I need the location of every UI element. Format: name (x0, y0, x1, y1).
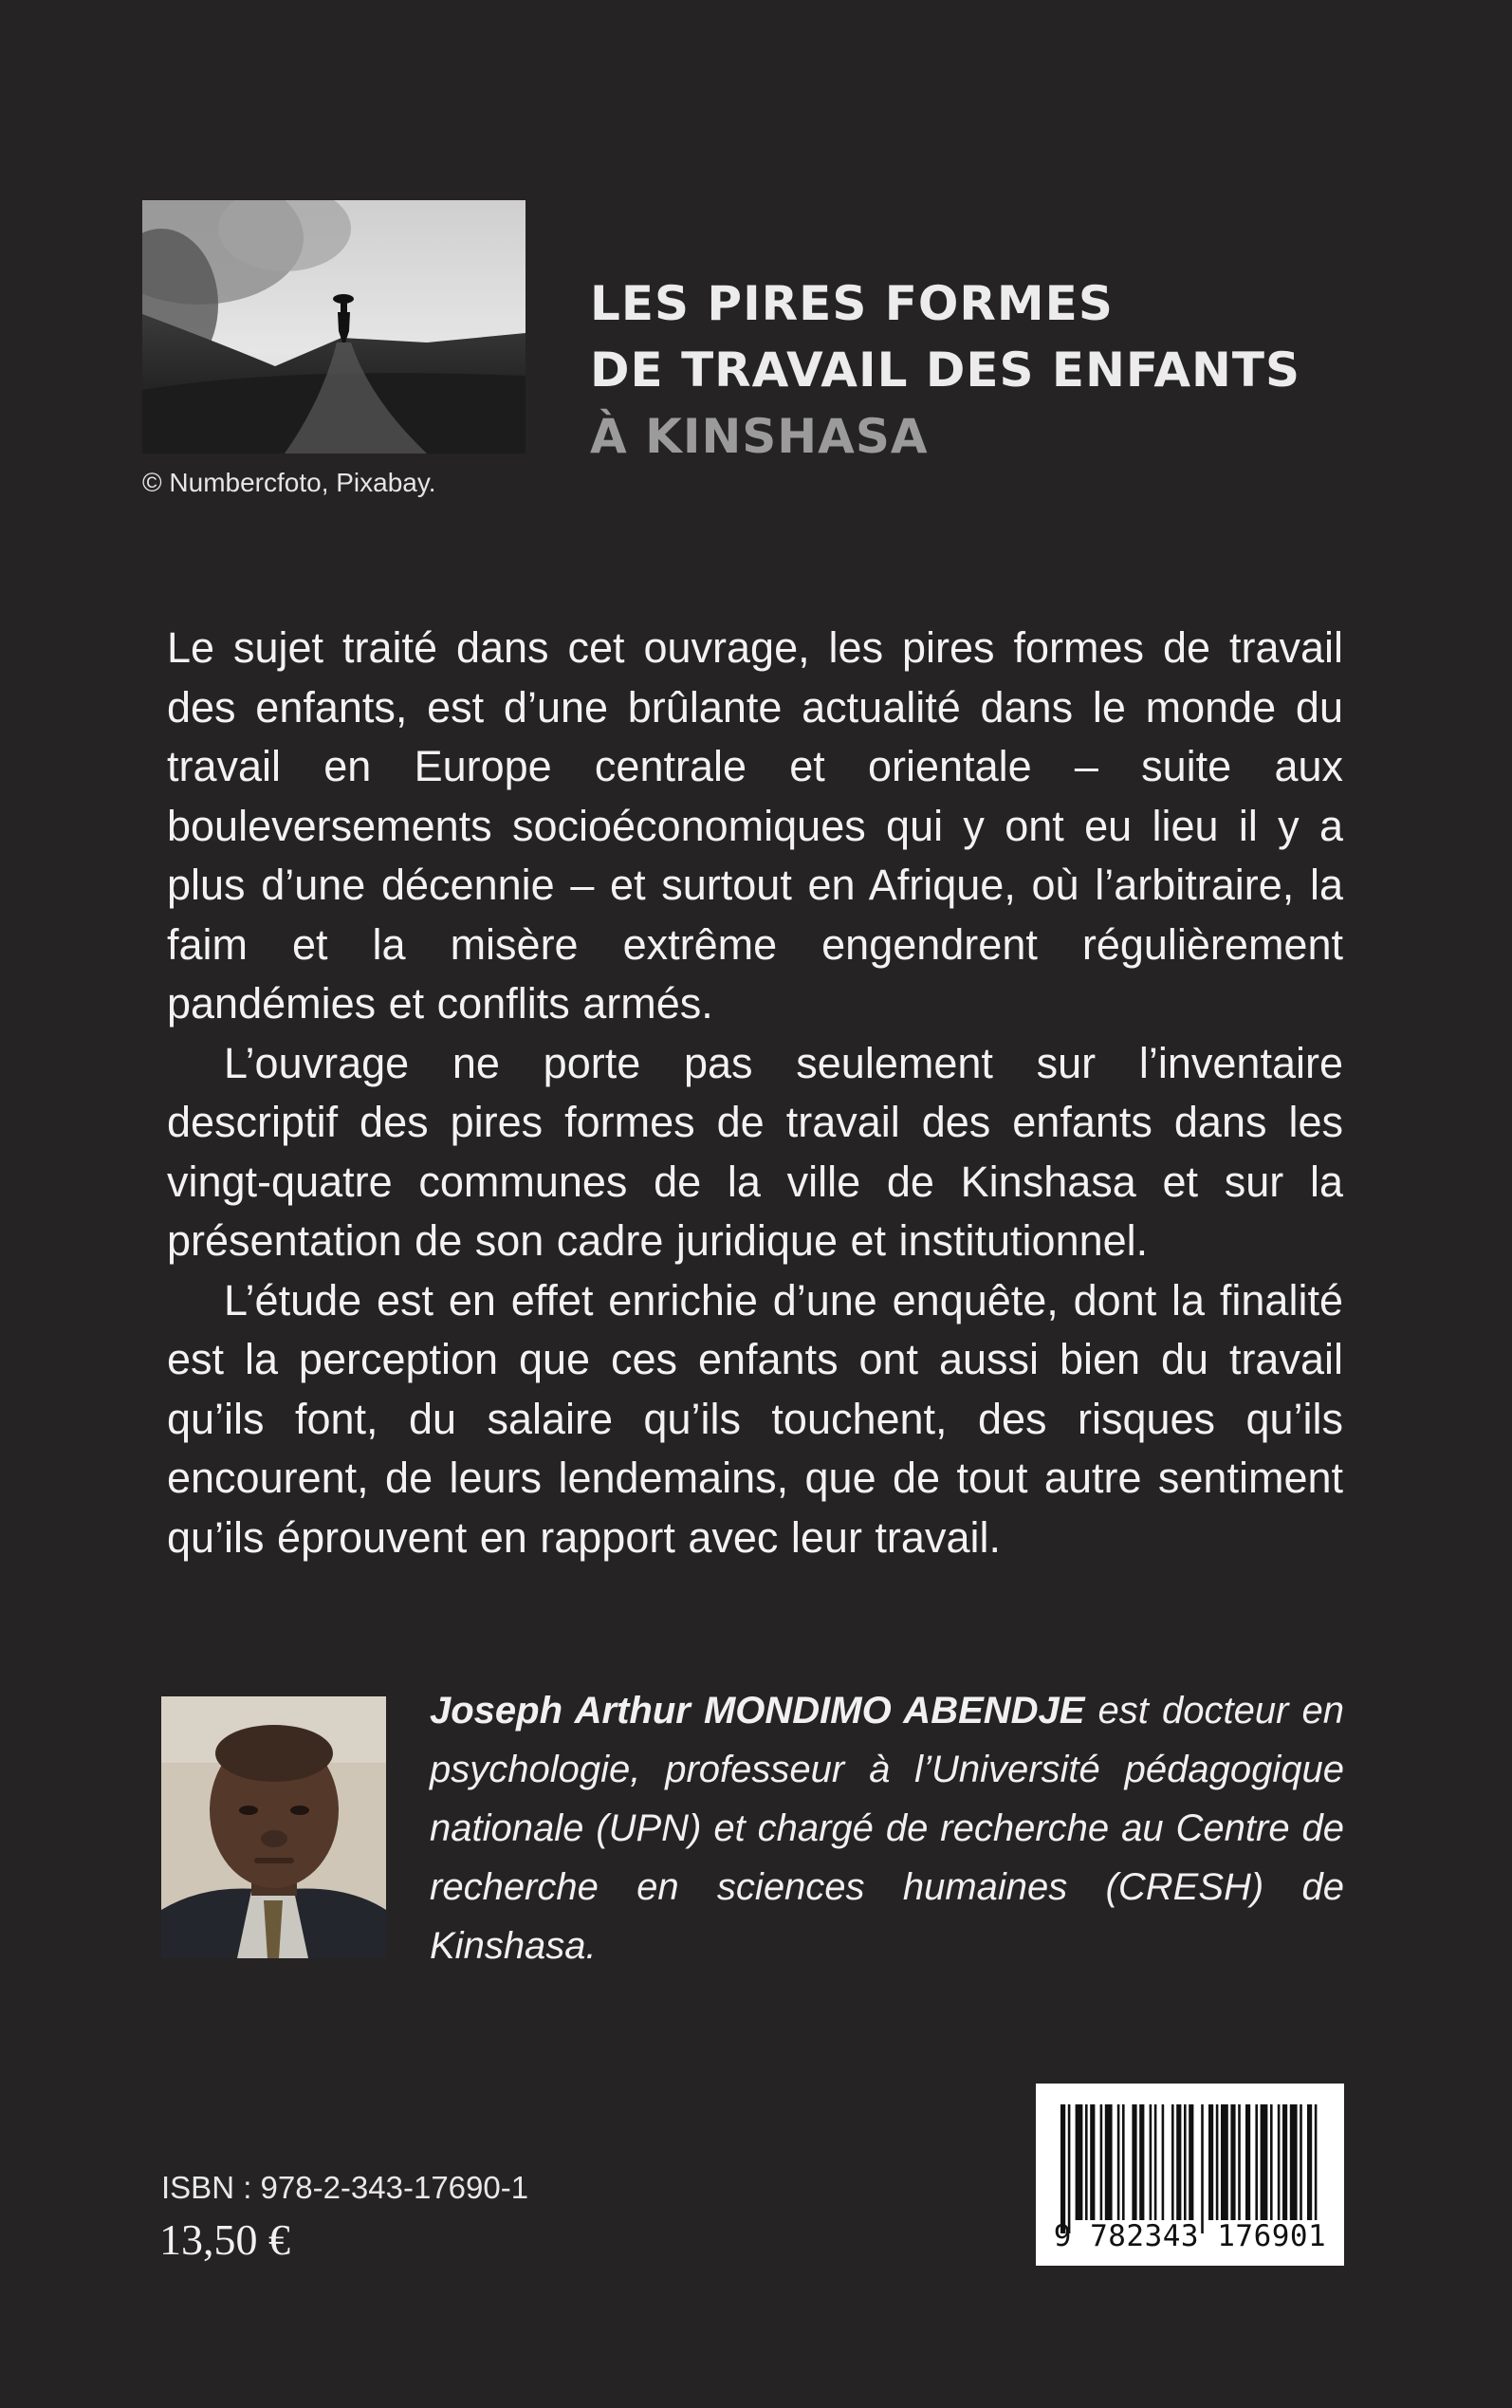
barcode-bar (1201, 2104, 1204, 2233)
summary-paragraph-1: Le sujet traité dans cet ouvrage, les pires formes de travail des enfants, est d’une brûlante actualité dans le monde du travail en Europe centrale et orientale – suite aux bouleversements socioéconomiques qui y ont eu lieu il y a plus d’une décennie – et surtout en Afrique, où l’arbitraire, la faim et la misère extrême engendrent régulièrement pandémies et conflits armés. (167, 623, 1343, 1028)
barcode-bar (1122, 2104, 1125, 2220)
isbn: ISBN : 978-2-343-17690-1 (161, 2170, 529, 2205)
barcode-bar (1171, 2104, 1174, 2220)
barcode-bar (1270, 2104, 1273, 2220)
barcode-bar (1230, 2104, 1235, 2220)
title-line-3: À KINSHASA (590, 409, 929, 464)
barcode-bar (1189, 2104, 1193, 2220)
barcode-digits: 9 782343 176901 (1053, 2219, 1327, 2253)
cover-photo (142, 200, 526, 454)
barcode-bar (1290, 2104, 1298, 2220)
barcode-bar (1255, 2104, 1258, 2220)
barcode-bar (1117, 2104, 1120, 2220)
summary-paragraph-3: L’étude est en effet enrichie d’une enquête, dont la finalité est la perception que ces enfants ont aussi bien du travail qu’ils font, du salaire qu’ils touchent, des risques qu’ils encourent, de leurs lendemains, que de tout autre sentiment qu’ils éprouvent en rapport avec leur travail. (167, 1275, 1343, 1562)
barcode-bar (1085, 2104, 1088, 2220)
barcode-bar (1105, 2104, 1113, 2220)
barcode-bar (1184, 2104, 1187, 2220)
barcode-bar (1162, 2104, 1165, 2220)
author-name: Joseph Arthur MONDIMO ABENDJE (430, 1690, 1085, 1732)
barcode-bar (1154, 2104, 1157, 2220)
barcode-bar (1300, 2104, 1302, 2220)
summary-text (167, 619, 1343, 1567)
book-title (590, 270, 1300, 470)
title-line-1: LES PIRES FORMES (590, 276, 1114, 331)
author-bio (430, 1681, 1344, 1975)
barcode-bar (1238, 2104, 1241, 2220)
barcode-bar (1208, 2104, 1213, 2220)
barcode-bar (1100, 2104, 1103, 2220)
barcode-bar (1076, 2104, 1083, 2220)
barcode-bar (1150, 2104, 1152, 2220)
barcode-bar (1060, 2104, 1065, 2233)
barcode-bar (1176, 2104, 1181, 2220)
barcode-bar (1132, 2104, 1136, 2220)
barcode-bar (1282, 2104, 1287, 2220)
barcode-bar (1278, 2104, 1281, 2220)
title-line-2: DE TRAVAIL DES ENFANTS (590, 343, 1301, 398)
summary-paragraph-2: L’ouvrage ne porte pas seulement sur l’inventaire descriptif des pires formes de travail des enfants dans les vingt-quatre communes de la ville de Kinshasa et sur la présentation de son cadre juridique et institutionnel. (167, 1038, 1343, 1265)
barcode-bar (1090, 2104, 1095, 2220)
barcode-bar (1307, 2104, 1312, 2220)
barcode-bar (1216, 2104, 1219, 2220)
barcode-bar (1245, 2104, 1250, 2220)
barcode-bar (1315, 2104, 1318, 2220)
photo-credit: © Numbercfoto, Pixabay. (142, 468, 436, 497)
barcode-bar (1261, 2104, 1268, 2220)
barcode-bar (1068, 2104, 1071, 2233)
barcode-bar (1139, 2104, 1144, 2220)
price: 13,50 € (159, 2215, 290, 2264)
author-photo (161, 1696, 386, 1958)
barcode-bar (1221, 2104, 1228, 2220)
author-description: est docteur en psychologie, professeur à l’Université pédagogique nationale (UPN) et chargé de recherche au Centre de recherche en sciences humaines (CRESH) de Kinshasa. (430, 1690, 1344, 1967)
